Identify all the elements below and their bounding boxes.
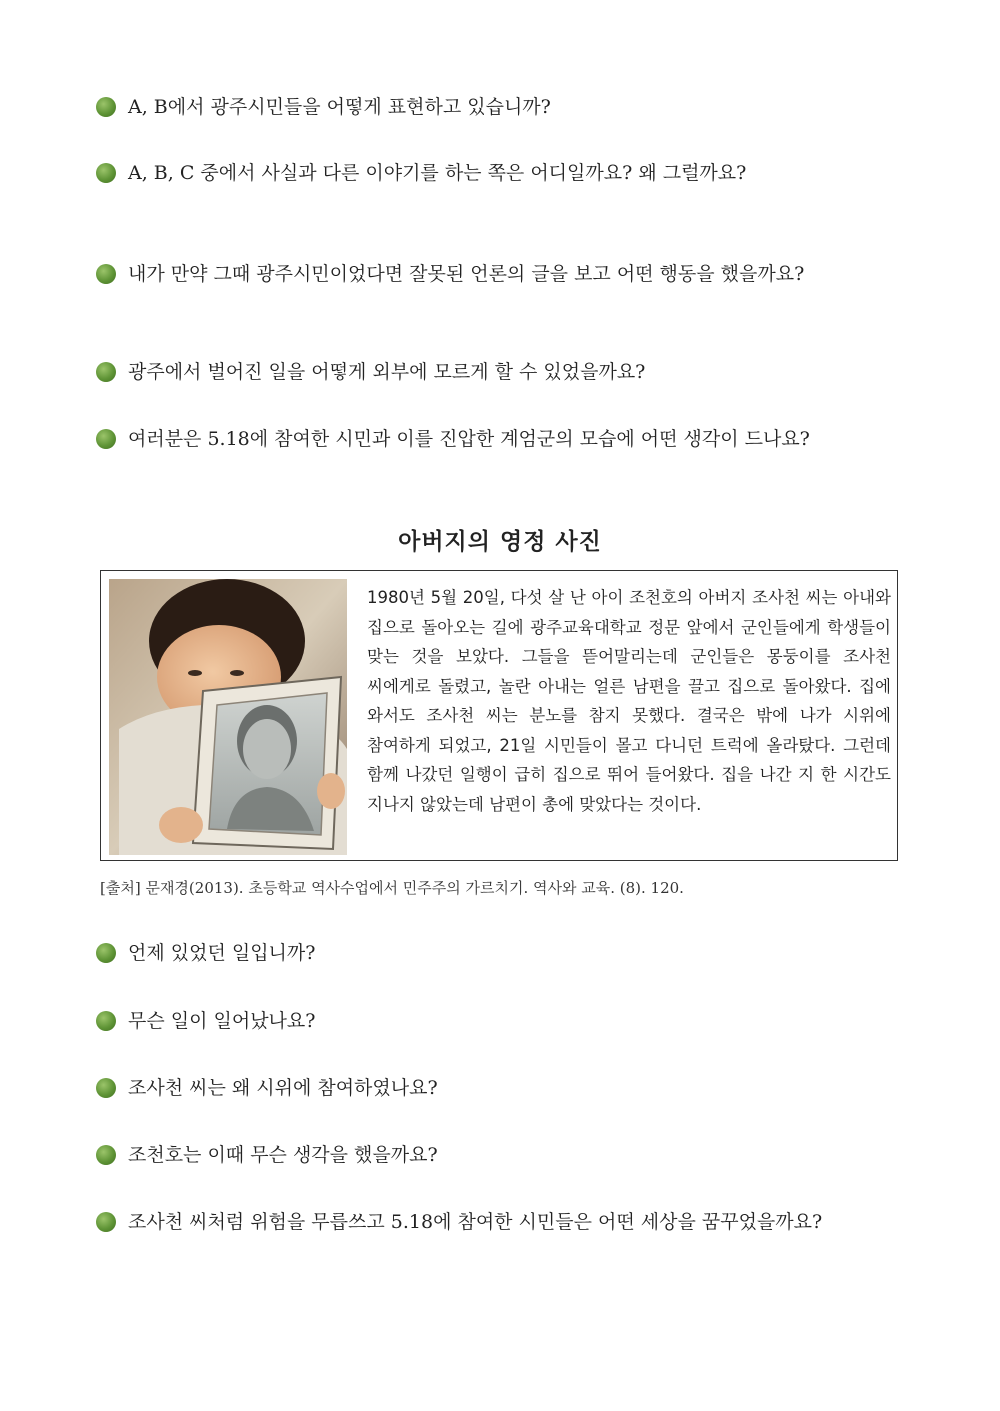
source-citation: [출처] 문재경(2013). 초등학교 역사수업에서 민주주의 가르치기. 역사와 교육. (8). 120. (100, 879, 684, 897)
question-item (96, 262, 804, 286)
section-title: 아버지의 영정 사진 (398, 529, 602, 555)
green-bullet-icon (96, 97, 116, 117)
question-text: 광주에서 벌어진 일을 어떻게 외부에 모르게 할 수 있었을까요? (128, 361, 646, 383)
question-item (96, 161, 746, 185)
question-text: 조천호는 이때 무슨 생각을 했을까요? (128, 1144, 438, 1166)
question-item (96, 1076, 438, 1100)
green-bullet-icon (96, 264, 116, 284)
question-item (96, 941, 315, 965)
question-item (96, 1009, 315, 1033)
question-item (96, 95, 551, 119)
question-item (96, 1143, 438, 1167)
question-item (96, 360, 645, 384)
question-text: 무슨 일이 일어났나요? (128, 1010, 316, 1032)
green-bullet-icon (96, 163, 116, 183)
question-text: 조사천 씨는 왜 시위에 참여하였나요? (128, 1077, 438, 1099)
green-bullet-icon (96, 1212, 116, 1232)
question-text: A, B, C 중에서 사실과 다른 이야기를 하는 쪽은 어디일까요? 왜 그럴까요? (128, 162, 747, 184)
question-text: 조사천 씨처럼 위험을 무릅쓰고 5.18에 참여한 시민들은 어떤 세상을 꿈꾸었을까요? (128, 1211, 823, 1233)
question-text: 내가 만약 그때 광주시민이었다면 잘못된 언론의 글을 보고 어떤 행동을 했을까요? (128, 263, 805, 285)
green-bullet-icon (96, 1145, 116, 1165)
question-text: 여러분은 5.18에 참여한 시민과 이를 진압한 계엄군의 모습에 어떤 생각이 드나요? (128, 428, 810, 450)
green-bullet-icon (96, 429, 116, 449)
story-text: 1980년 5월 20일, 다섯 살 난 아이 조천호의 아버지 조사천 씨는 아내와 집으로 돌아오는 길에 광주교육대학교 정문 앞에서 군인들에게 학생들이 맞는 것을 보았다. 그들을 뜯어말리는데 군인들은 몽둥이를 조사천 씨에게로 돌렸고, 놀란 아내는 얼른 남편을 끌고 집으로 돌아왔다. 집에 와서도 조사천 씨는 분노를 참지 못했다. 결국은 밖에 나가 시위에 참여하게 되었고, 21일 시민들이 몰고 다니던 트럭에 올라탔다. 그런데 함께 나갔던 일행이 급히 집으로 뛰어 들어왔다. 집을 나간 지 한 시간도 지나지 않았는데 남편이 총에 맞았다는 것이다. (367, 588, 891, 814)
child-holding-portrait-photo (109, 579, 347, 855)
question-item (96, 1210, 822, 1234)
question-text: A, B에서 광주시민들을 어떻게 표현하고 있습니까? (128, 96, 551, 118)
green-bullet-icon (96, 1011, 116, 1031)
green-bullet-icon (96, 362, 116, 382)
question-item (96, 427, 810, 451)
story-box (100, 570, 898, 861)
green-bullet-icon (96, 1078, 116, 1098)
green-bullet-icon (96, 943, 116, 963)
question-text: 언제 있었던 일입니까? (128, 942, 316, 964)
